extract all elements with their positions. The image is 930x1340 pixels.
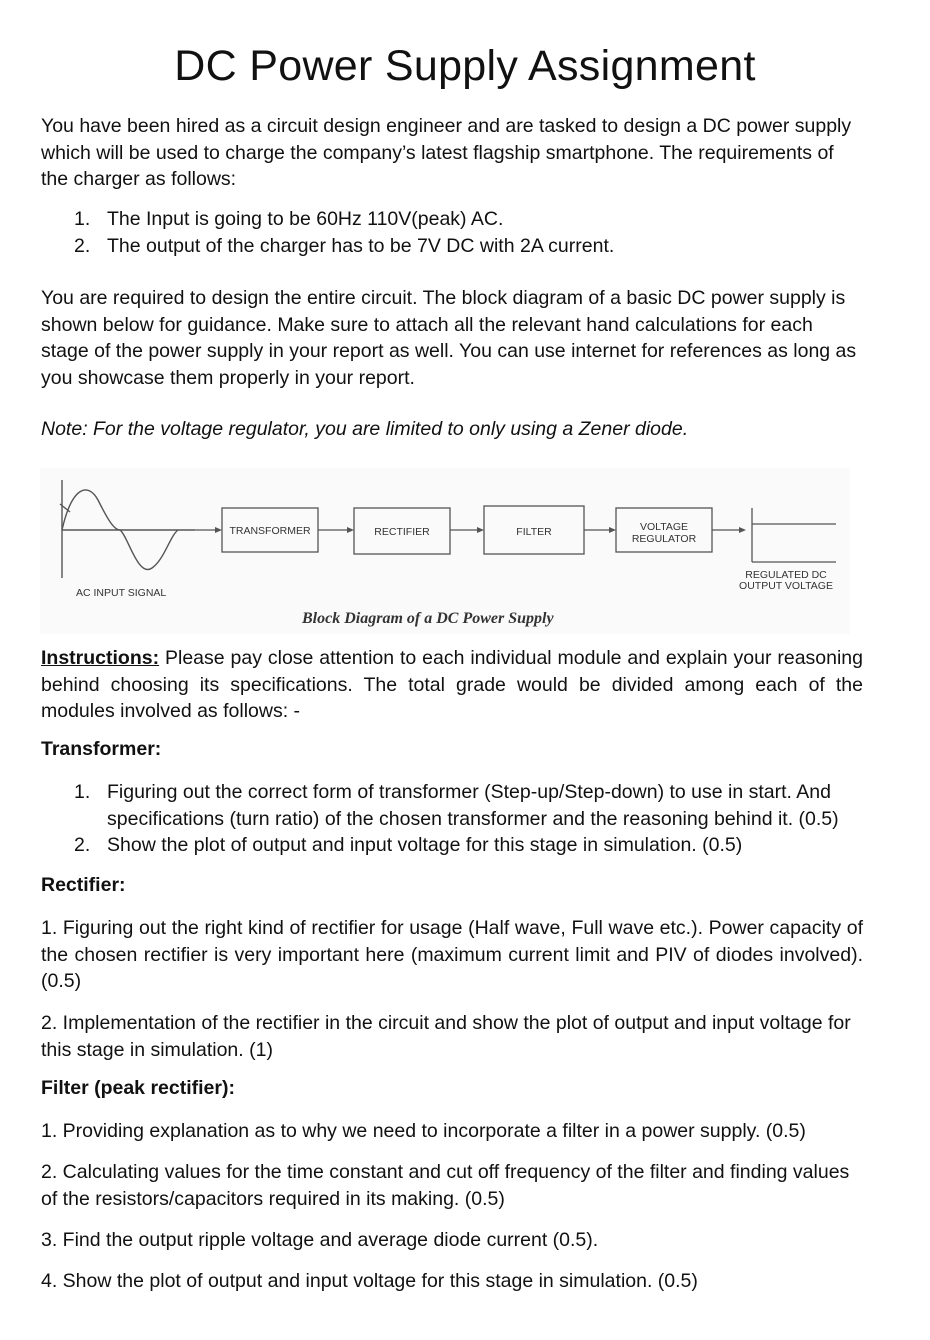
instructions-paragraph xyxy=(41,645,863,725)
list-text: Show the plot of output and input voltage for this stage in simulation. (0.5) xyxy=(107,834,743,857)
list-number: 1. xyxy=(74,781,91,803)
list-text: The Input is going to be 60Hz 110V(peak) AC. xyxy=(107,208,504,230)
block-diagram xyxy=(40,468,850,634)
intro-paragraph: You have been hired as a circuit design engineer and are tasked to design a DC power supply which will be used to charge the company’s latest flagship smartphone. The requirements of the charger as follows: xyxy=(41,115,852,191)
rectifier-item-1: 1. Figuring out the right kind of rectifier for usage (Half wave, Full wave etc.). Power capacity of the chosen rectifier is very important here (maximum current limit and PIV of diodes involved). (0.5) xyxy=(41,917,863,993)
list-number: 1. xyxy=(74,208,91,230)
list-text: The output of the charger has to be 7V DC with 2A current. xyxy=(107,234,615,257)
ac-input-label: AC INPUT SIGNAL xyxy=(76,587,167,599)
design-paragraph: You are required to design the entire circuit. The block diagram of a basic DC power supply is shown below for guidance. Make sure to attach all the relevant hand calculations for each stage of the power supply in your report as well. You can use internet for references as long as you showcase them properly in your report. xyxy=(41,287,857,389)
output-label-line1: REGULATED DC xyxy=(745,569,827,581)
list-item xyxy=(41,779,863,832)
instructions-text: Please pay close attention to each individual module and explain your reasoning behind choosing its specifications. The total grade would be divided among each of the modules involved as follows: - xyxy=(41,647,863,723)
list-number: 2. xyxy=(74,834,91,857)
regulator-label-line1: VOLTAGE xyxy=(639,521,689,533)
filter-item-4: 4. Show the plot of output and input voltage for this stage in simulation. (0.5) xyxy=(41,1270,698,1292)
list-item xyxy=(41,206,863,233)
transformer-label: TRANSFORMER xyxy=(229,525,311,537)
regulator-label-line2: REGULATOR xyxy=(631,533,697,545)
filter-item-1: 1. Providing explanation as to why we need to incorporate a filter in a power supply. (0.5) xyxy=(41,1120,806,1142)
list-text: Figuring out the correct form of transformer (Step-up/Step-down) to use in start. And specifications (turn ratio) of the chosen transformer and the reasoning behind it. (0.5) xyxy=(107,781,839,830)
rectifier-item-2: 2. Implementation of the rectifier in the circuit and show the plot of output and input voltage for this stage in simulation. (1) xyxy=(41,1012,851,1061)
filter-item-3: 3. Find the output ripple voltage and average diode current (0.5). xyxy=(41,1229,599,1251)
list-number: 2. xyxy=(74,234,91,257)
transformer-heading: Transformer: xyxy=(41,738,162,760)
diagram-caption: Block Diagram of a DC Power Supply xyxy=(302,610,554,627)
output-label-line2: OUTPUT VOLTAGE xyxy=(739,580,833,592)
requirements-list xyxy=(41,206,863,259)
filter-item-2: 2. Calculating values for the time constant and cut off frequency of the filter and finding values of the resistors/capacitors required in its making. (0.5) xyxy=(41,1161,850,1210)
filter-heading: Filter (peak rectifier): xyxy=(41,1077,235,1099)
list-item xyxy=(41,832,863,859)
instructions-label: Instructions: xyxy=(41,647,160,669)
list-item xyxy=(41,233,863,260)
rectifier-heading: Rectifier: xyxy=(41,874,126,896)
filter-label: FILTER xyxy=(516,526,552,538)
note-text: Note: For the voltage regulator, you are limited to only using a Zener diode. xyxy=(41,418,689,440)
document-title: DC Power Supply Assignment xyxy=(174,42,756,90)
rectifier-label: RECTIFIER xyxy=(374,526,430,538)
transformer-list xyxy=(41,779,863,859)
